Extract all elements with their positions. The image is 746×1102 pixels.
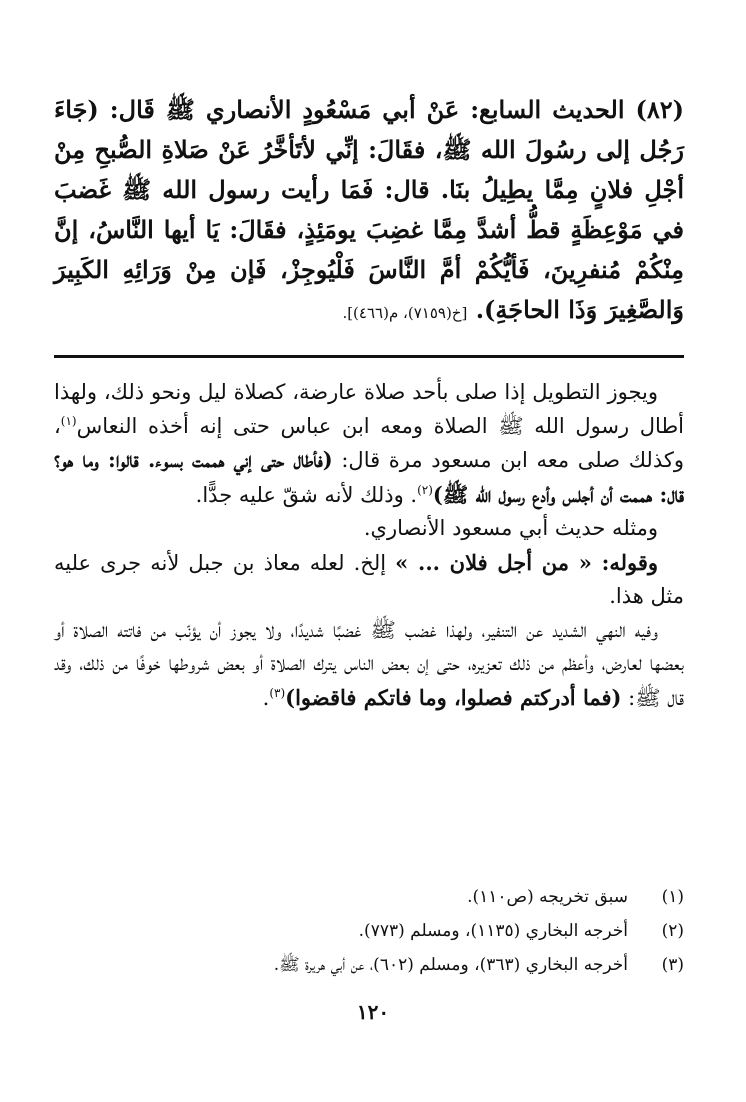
commentary-paragraph-2: ومثله حديث أبي مسعود الأنصاري. [363, 516, 658, 540]
commentary-paragraph-3: وقوله: « من أجل فلان ... » إلخ. لعله معاذ بن جبل لأنه جرى عليه مثل هذا. [54, 549, 684, 608]
footnote-item [54, 880, 684, 914]
footnote-marker-3: (٣) [269, 685, 286, 700]
footnote-number: (١) [661, 887, 684, 907]
separator-line [54, 355, 684, 358]
footnote-marker-1: (١) [60, 413, 77, 428]
footnote-text: سبق تخريجه (ص١١٠). [467, 887, 628, 907]
quoted-phrase: وقوله: « من أجل فلان ... » [395, 549, 659, 575]
footnote-text: أخرجه البخاري (١١٣٥)، ومسلم (٧٧٣). [358, 921, 628, 941]
quote-ibn-masud: (فأطال حتى إني هممت بسوء. قالوا: وما هو؟ قال: هممت أن أجلس وأدع رسول الله ﷺ) [54, 447, 684, 507]
footnote-marker-2: (٢) [417, 482, 433, 497]
footnote-item [54, 948, 684, 982]
footnote-text: أخرجه البخاري (٣٦٣)، ومسلم (٦٠٢)، عن أبي هريرة ﷺ. [273, 955, 628, 975]
quote-prophet: (فما أدركتم فصلوا، وما فاتكم فاقضوا) [285, 684, 622, 710]
hadith-reference: [خ(٧١٥٩)، م(٤٦٦)]. [342, 304, 468, 322]
commentary [54, 376, 684, 715]
hadith-body: (٨٢) الحديث السابع: عَنْ أبي مَسْعُودٍ الأنصاري ﷺ قَال: (جَاءَ رَجُل إلى رسُولَ الله ﷺ، فقَالَ: إنِّي لأتَأخَّرُ عَنْ صَلاةِ الصُّبحِ مِنْ أجْلِ فلانٍ مِمَّا يطِيلُ بنَا. قال: فَمَا رأيت رسول الله ﷺ غَضبَ في مَوْعِظَةٍ قطُّ أشدَّ مِمَّا غضِبَ يومَئِذٍ، فقَالَ: يَا أيها النَّاسُ، إنَّ مِنْكُمْ مُنفرِينَ، فَأيُّكُمْ أمَّ النَّاسَ فَلْيُوجِزْ، فَإن مِنْ وَرَائِهِ الكَبِيرَ وَالصَّغِيرَ وَذَا الحاجَةِ). [54, 95, 684, 324]
footnote-item [54, 914, 684, 948]
footnote-number: (٣) [661, 955, 684, 975]
hadith-text [54, 90, 684, 333]
page-number: ١٢٠ [356, 1000, 390, 1024]
footnote-number: (٢) [661, 921, 684, 941]
footnotes [54, 880, 684, 982]
commentary-paragraph-1: ويجوز التطويل إذا صلى بأحد صلاة عارضة، كصلاة ليل ونحو ذلك، ولهذا أطال رسول الله ﷺ الصلاة ومعه ابن عباس حتى إنه أخذه النعاس$^{(١)}$، وكذلك صلى معه ابن مسعود مرة قال: (فأطال حتى إني هممت بسوء. قالوا: وما هو؟ قال: هممت أن أجلس وأدع رسول الله ﷺ)$^{(٢)}$. وذلك لأنه شقّ عليه جدًّا. [54, 380, 684, 507]
commentary-paragraph-4: وفيه النهي الشديد عن التنفير، ولهذا غضب ﷺ غضبًا شديدًا، ولا يجوز أن يؤنّب من فاتته الصلاة أو بعضها لعارض، وأعظم من ذلك تعزيره، حتى إن بعض الناس يترك الصلاة أو بعض شروطها خوفًا من ذلك، وقد قال ﷺ: (فما أدركتم فصلوا، وما فاتكم فاقضوا)$^{(٣)}$. [54, 617, 684, 710]
